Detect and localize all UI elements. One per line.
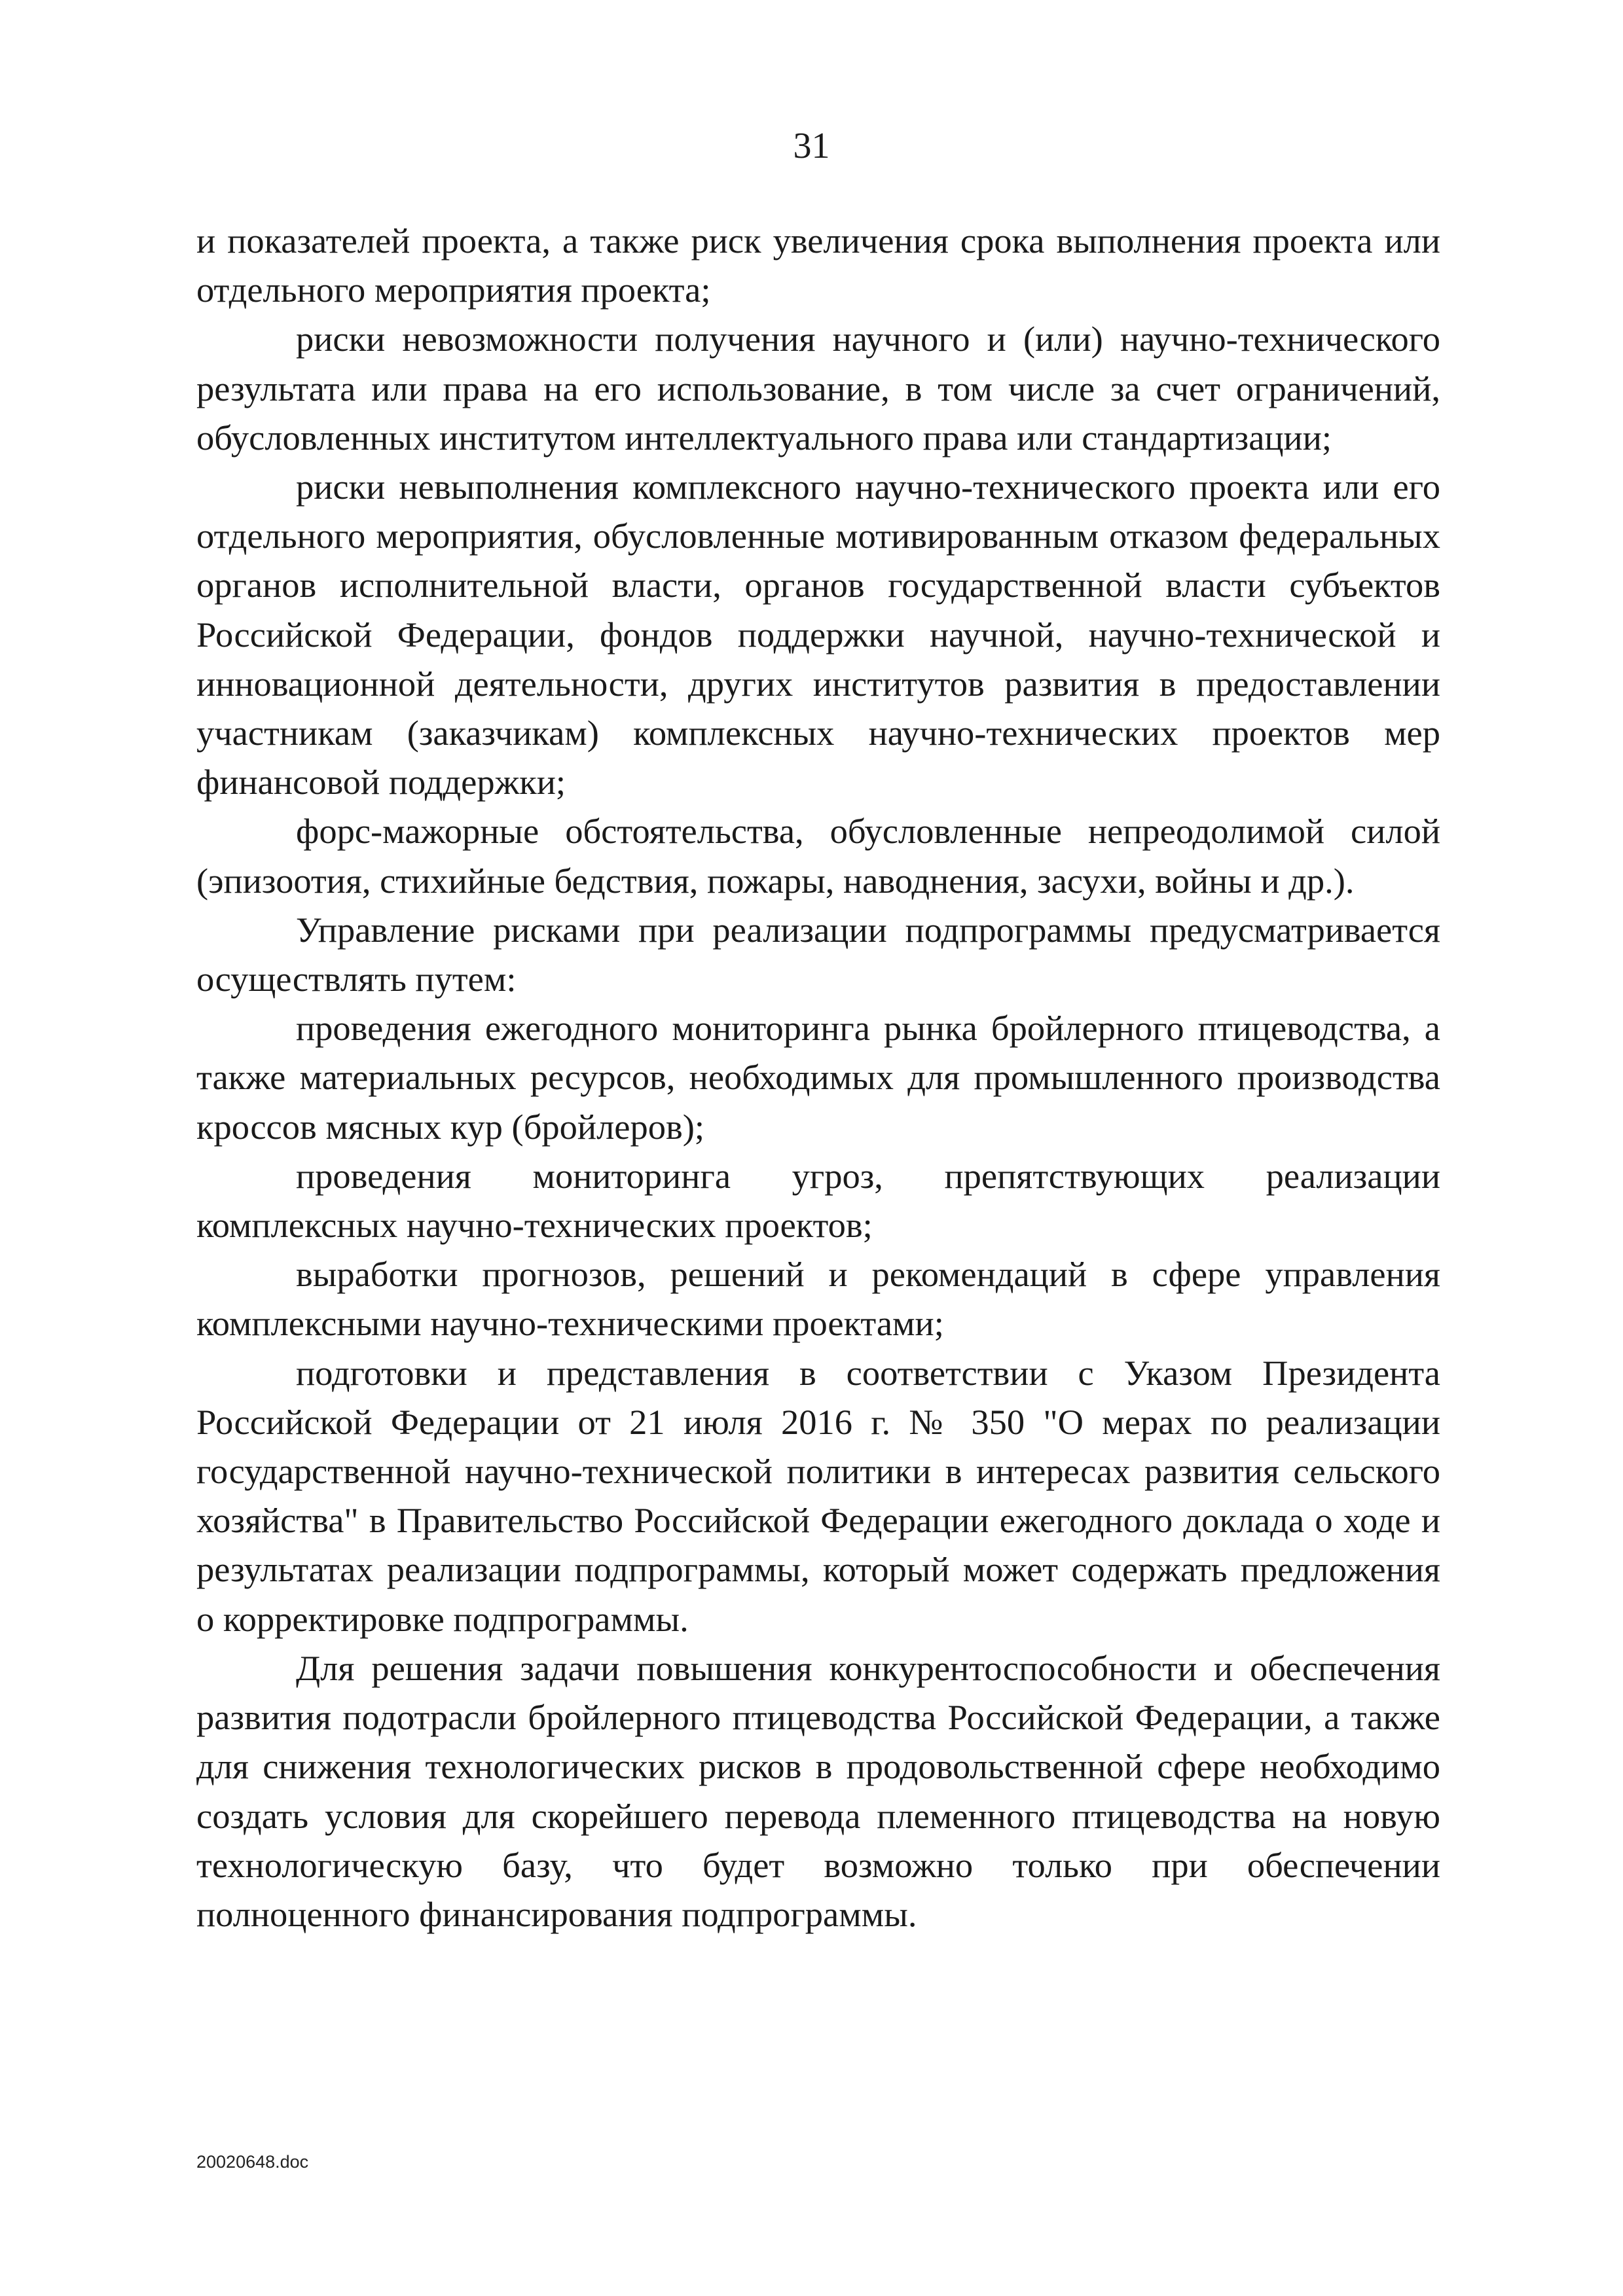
paragraph-risk-result: риски невозможности получения научного и (или) научно-технического результата или права на его использование, в том числе за счет ограничений, обусловленных институтом интеллектуального права или стандартизации;: [196, 319, 1440, 457]
paragraph-report: подготовки и представления в соответствии с Указом Президента Российской Федерации от 21 июля 2016 г. № 350 "О мерах по реализации государственной научно-технической политики в интересах развития сельского хозяйства" в Правительство Российской Федерации ежегодного доклада о ходе и результатах реализации подпрограммы, который может содержать предложения о корректировке подпрограммы.: [196, 1352, 1440, 1639]
paragraph-force-majeure: форс-мажорные обстоятельства, обусловленные непреодолимой силой (эпизоотия, стихийные бедствия, пожары, наводнения, засухи, войны и др.).: [196, 811, 1440, 901]
page-number: 31: [793, 126, 830, 166]
paragraph-risk-management: Управление рисками при реализации подпрограммы предусматривается осуществлять путем:: [196, 909, 1440, 999]
paragraph-risk-failure: риски невыполнения комплексного научно-технического проекта или его отдельного мероприятия, обусловленные мотивированным отказом федеральных органов исполнительной власти, органов государственной власти субъектов Российской Федерации, фондов поддержки научной, научно-технической и инновационной деятельности, других институтов развития в предоставлении участникам (заказчикам) комплексных научно-технических проектов мер финансовой поддержки;: [196, 467, 1440, 802]
paragraph-forecasts: выработки прогнозов, решений и рекомендаций в сфере управления комплексными научно-техническими проектами;: [196, 1254, 1440, 1344]
paragraph-conclusion: Для решения задачи повышения конкурентоспособности и обеспечения развития подотрасли бройлерного птицеводства Российской Федерации, а также для снижения технологических рисков в продовольственной сфере необходимо создать условия для скорейшего перевода племенного птицеводства на новую технологическую базу, что будет возможно только при обеспечении полноценного финансирования подпрограммы.: [196, 1647, 1440, 1934]
paragraph-monitoring-threats: проведения мониторинга угроз, препятствующих реализации комплексных научно-технических проектов;: [196, 1155, 1440, 1246]
paragraph-monitoring-market: проведения ежегодного мониторинга рынка бройлерного птицеводства, а также материальных ресурсов, необходимых для промышленного производства кроссов мясных кур (бройлеров);: [196, 1008, 1440, 1147]
paragraph-continuation: и показателей проекта, а также риск увеличения срока выполнения проекта или отдельного мероприятия проекта;: [196, 221, 1440, 310]
footer-filename: 20020648.doc: [196, 2152, 309, 2172]
document-body: [196, 216, 1440, 1939]
